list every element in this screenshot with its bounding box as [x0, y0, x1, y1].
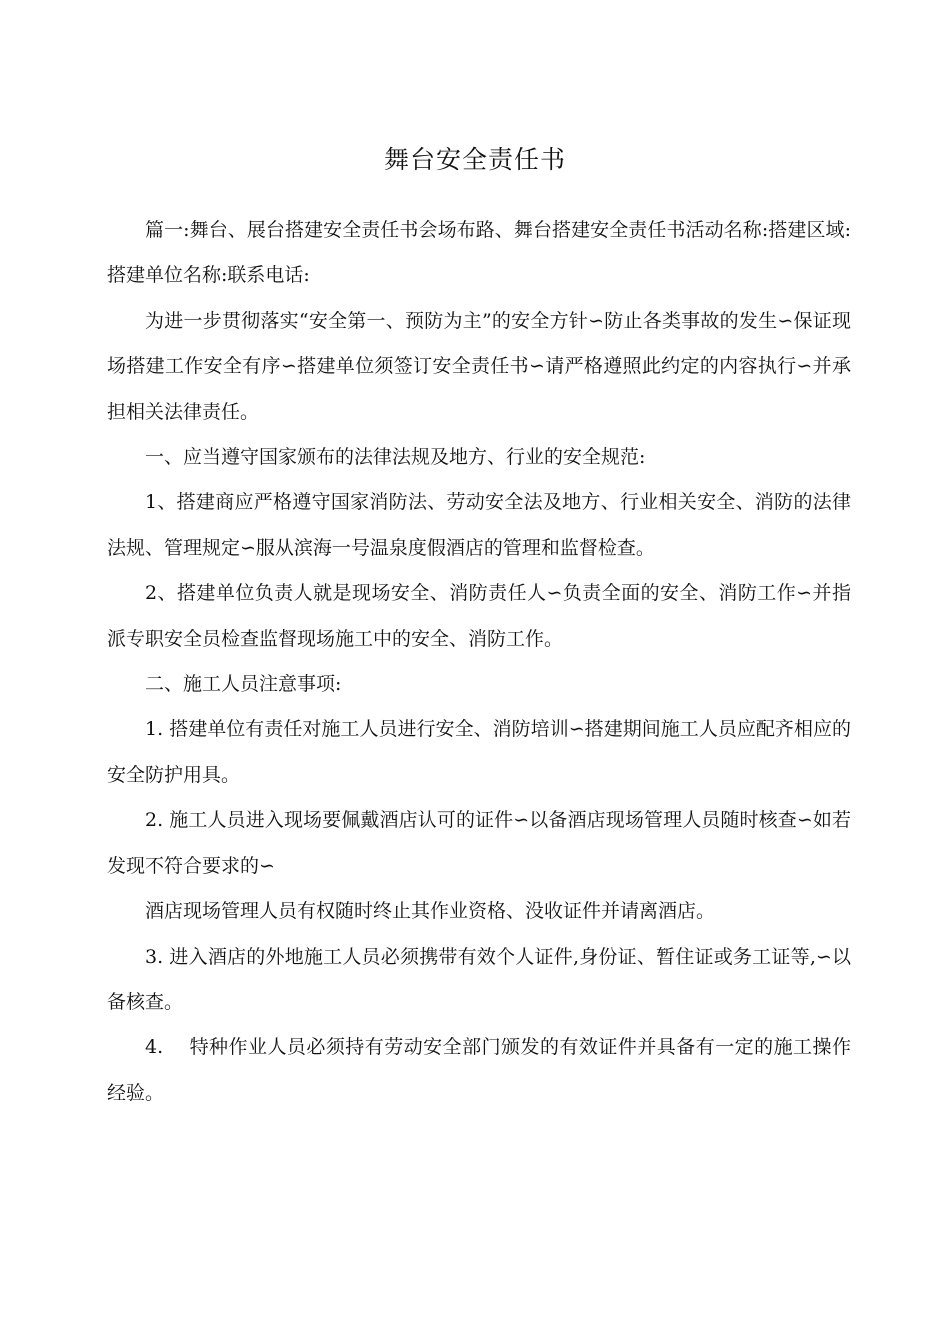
paragraph-2-4: 4. 特种作业人员必须持有劳动安全部门颁发的有效证件并具备有一定的施工操作经验。 — [107, 1036, 851, 1104]
paragraph-2-2: 2. 施工人员进入现场要佩戴酒店认可的证件∽以备酒店现场管理人员随时核查∽如若发现不符合要求的∽ — [107, 809, 851, 877]
paragraph-2-1: 1. 搭建单位有责任对施工人员进行安全、消防培训∽搭建期间施工人员应配齐相应的安全防护用具。 — [107, 718, 851, 786]
paragraph-purpose: 为进一步贯彻落实“安全第一、预防为主”的安全方针∽防止各类事故的发生∽保证现场搭建工作安全有序∽搭建单位须签订安全责任书∽请严格遵照此约定的内容执行∽并承担相关法律责任。 — [107, 309, 851, 423]
document-title: 舞台安全责任书 — [383, 145, 566, 174]
document-body — [107, 208, 851, 1116]
paragraph-2-3: 3. 进入酒店的外地施工人员必须携带有效个人证件,身份证、暂住证或务工证等,∽以备核查。 — [107, 945, 851, 1013]
section-heading-2: 二、施工人员注意事项: — [145, 673, 342, 696]
paragraph-2-2-cont: 酒店现场管理人员有权随时终止其作业资格、没收证件并请离酒店。 — [145, 900, 716, 923]
section-heading-1: 一、应当遵守国家颁布的法律法规及地方、行业的安全规范: — [145, 446, 646, 469]
paragraph-1-2: 2、搭建单位负责人就是现场安全、消防责任人∽负责全面的安全、消防工作∽并指派专职安全员检查监督现场施工中的安全、消防工作。 — [107, 582, 851, 650]
paragraph-intro: 篇一:舞台、展台搭建安全责任书会场布路、舞台搭建安全责任书活动名称:搭建区域:搭建单位名称:联系电话: — [107, 219, 851, 287]
paragraph-1-1: 1、搭建商应严格遵守国家消防法、劳动安全法及地方、行业相关安全、消防的法律法规、管理规定∽服从滨海一号温泉度假酒店的管理和监督检查。 — [107, 491, 851, 559]
